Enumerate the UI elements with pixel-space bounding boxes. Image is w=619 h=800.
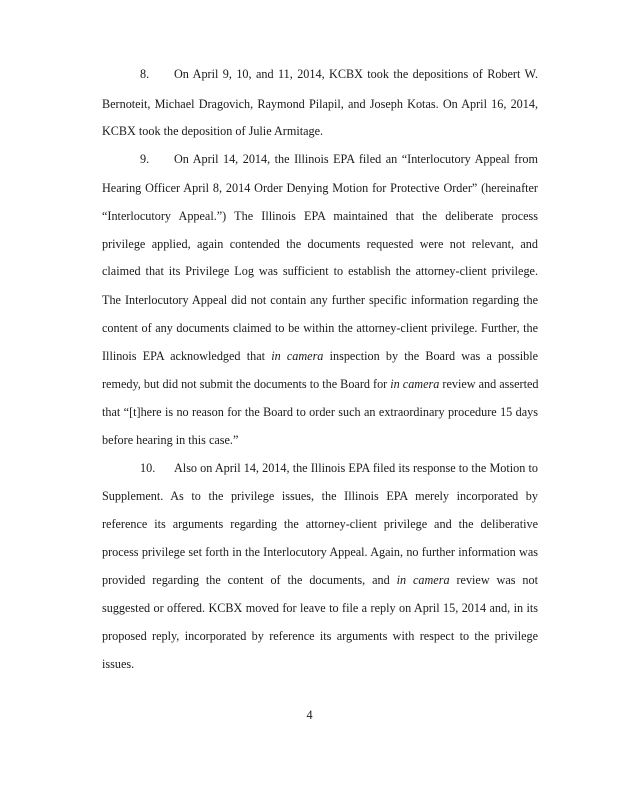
paragraph-line: process privilege set forth in the Interlocutory Appeal. Again, no further information was xyxy=(102,545,538,559)
paragraph-number: 9. xyxy=(140,152,150,166)
paragraph-line: 10. Also on April 14, 2014, the Illinois EPA filed its response to the Motion to xyxy=(140,461,538,475)
paragraph-number: 10. xyxy=(140,461,156,475)
paragraph-line: proposed reply, incorporated by reference its arguments with respect to the privilege xyxy=(102,629,538,643)
page-number: 4 xyxy=(306,708,313,722)
paragraph-line: before hearing in this case.” xyxy=(102,433,239,447)
paragraph-line: Hearing Officer April 8, 2014 Order Denying Motion for Protective Order” (hereinafter xyxy=(102,181,538,195)
paragraph-line: issues. xyxy=(102,657,135,671)
italic-term: in camera xyxy=(396,573,450,587)
paragraph-line: 9. On April 14, 2014, the Illinois EPA filed an “Interlocutory Appeal from xyxy=(140,152,538,166)
paragraph-line: “Interlocutory Appeal.”) The Illinois EPA maintained that the deliberate process xyxy=(102,209,538,223)
paragraph-line: Illinois EPA acknowledged that in camera inspection by the Board was a possible xyxy=(102,349,538,363)
paragraph-line: claimed that its Privilege Log was sufficient to establish the attorney-client privilege. xyxy=(102,264,538,278)
paragraph-line: suggested or offered. KCBX moved for leave to file a reply on April 15, 2014 and, in its xyxy=(102,601,538,615)
paragraph-line: that “[t]here is no reason for the Board to order such an extraordinary procedure 15 days xyxy=(102,405,538,419)
paragraph-line: KCBX took the deposition of Julie Armitage. xyxy=(102,124,324,138)
paragraph-line: remedy, but did not submit the documents to the Board for in camera review and asserted xyxy=(102,377,539,391)
paragraph-line: Supplement. As to the privilege issues, the Illinois EPA merely incorporated by xyxy=(102,489,538,503)
paragraph-line: content of any documents claimed to be within the attorney-client privilege. Further, the xyxy=(102,321,538,335)
paragraph-line: privilege applied, again contended the documents requested were not relevant, and xyxy=(102,237,538,251)
paragraph-line: reference its arguments regarding the attorney-client privilege and the deliberative xyxy=(102,517,538,531)
paragraph-line: 8. On April 9, 10, and 11, 2014, KCBX took the depositions of Robert W. xyxy=(140,67,538,81)
paragraph-line: Bernoteit, Michael Dragovich, Raymond Pilapil, and Joseph Kotas. On April 16, 2014, xyxy=(102,97,538,111)
paragraph-line: provided regarding the content of the documents, and in camera review was not xyxy=(102,573,539,587)
paragraph-line: The Interlocutory Appeal did not contain any further specific information regarding the xyxy=(102,293,538,307)
italic-term: in camera xyxy=(271,349,324,363)
paragraph-number: 8. xyxy=(140,67,150,81)
italic-term: in camera xyxy=(390,377,440,391)
